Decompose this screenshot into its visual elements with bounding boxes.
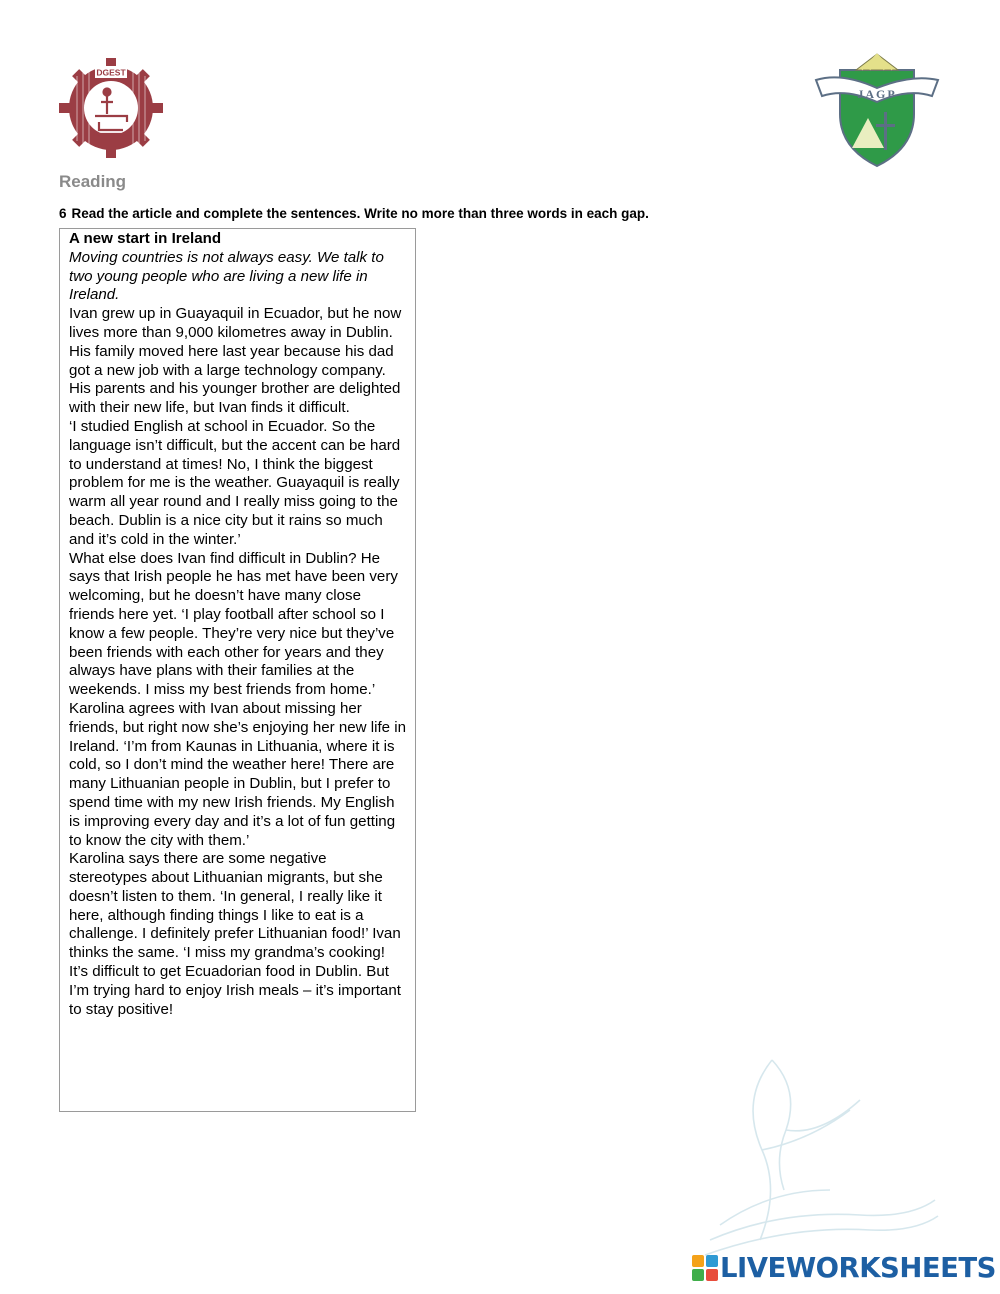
article-paragraph: What else does Ivan find difficult in Dublin? He says that Irish people he has met have been very welcoming, but he doesn’t have many close friends here yet. ‘I play football after school so I know a few people. They’re very nice but they’ve been friends with each other for years and they always have plans with their families at the weekends. I miss my best friends from home.’	[69, 549, 398, 699]
exercise-number: 6	[59, 206, 67, 221]
article-box	[59, 228, 416, 1112]
exercise-instruction	[59, 206, 649, 221]
jagp-crest-logo	[812, 52, 942, 170]
liveworksheets-badge-icon	[692, 1255, 718, 1281]
exercise-instruction-text: Read the article and complete the sentences. Write no more than three words in each gap.	[71, 206, 649, 221]
article-intro: Moving countries is not always easy. We talk to two young people who are living a new life in Ireland.	[69, 248, 384, 304]
article-paragraph: Karolina agrees with Ivan about missing her friends, but right now she’s enjoying her new life in Ireland. ‘I’m from Kaunas in Lithuania, where it is cold, so I don’t mind the weather here! There are many Lithuanian people in Dublin, but I prefer to spend time with my new Irish friends. My English is improving every day and it’s a lot of fun getting to know the city with them.’	[69, 699, 407, 849]
jagp-crest-text: JAGP	[857, 87, 897, 101]
liveworksheets-brand	[692, 1253, 996, 1283]
plant-watermark	[700, 1040, 940, 1260]
article-title: A new start in Ireland	[69, 230, 222, 247]
section-title: Reading	[59, 172, 127, 191]
liveworksheets-brand-text: LIVEWORKSHEETS	[720, 1252, 996, 1284]
dgest-logo-text: DGEST	[96, 67, 126, 78]
article-paragraph: ‘I studied English at school in Ecuador. So the language isn’t difficult, but the accent can be hard to understand at times! No, I think the biggest problem for me is the weather. Guayaquil is really warm all year round and I really miss going to the beach. Dublin is a nice city but it rains so much and it’s cold in the winter.’	[69, 417, 401, 548]
dgest-logo	[57, 56, 165, 160]
article-paragraph: Karolina says there are some negative stereotypes about Lithuanian migrants, but she doesn’t listen to them. ‘In general, I really like it here, although finding things I like to eat is a challenge. I definitely prefer Lithuanian food!’ Ivan thinks the same. ‘I miss my grandma’s cooking! It’s difficult to get Ecuadorian food in Dublin. But I’m trying hard to enjoy Irish meals – it’s important to stay positive!	[69, 850, 401, 1018]
article-paragraph: Ivan grew up in Guayaquil in Ecuador, but he now lives more than 9,000 kilometres away in Dublin. His family moved here last year because his dad got a new job with a large technology company. His parents and his younger brother are delighted with their new life, but Ivan finds it difficult.	[69, 305, 402, 417]
